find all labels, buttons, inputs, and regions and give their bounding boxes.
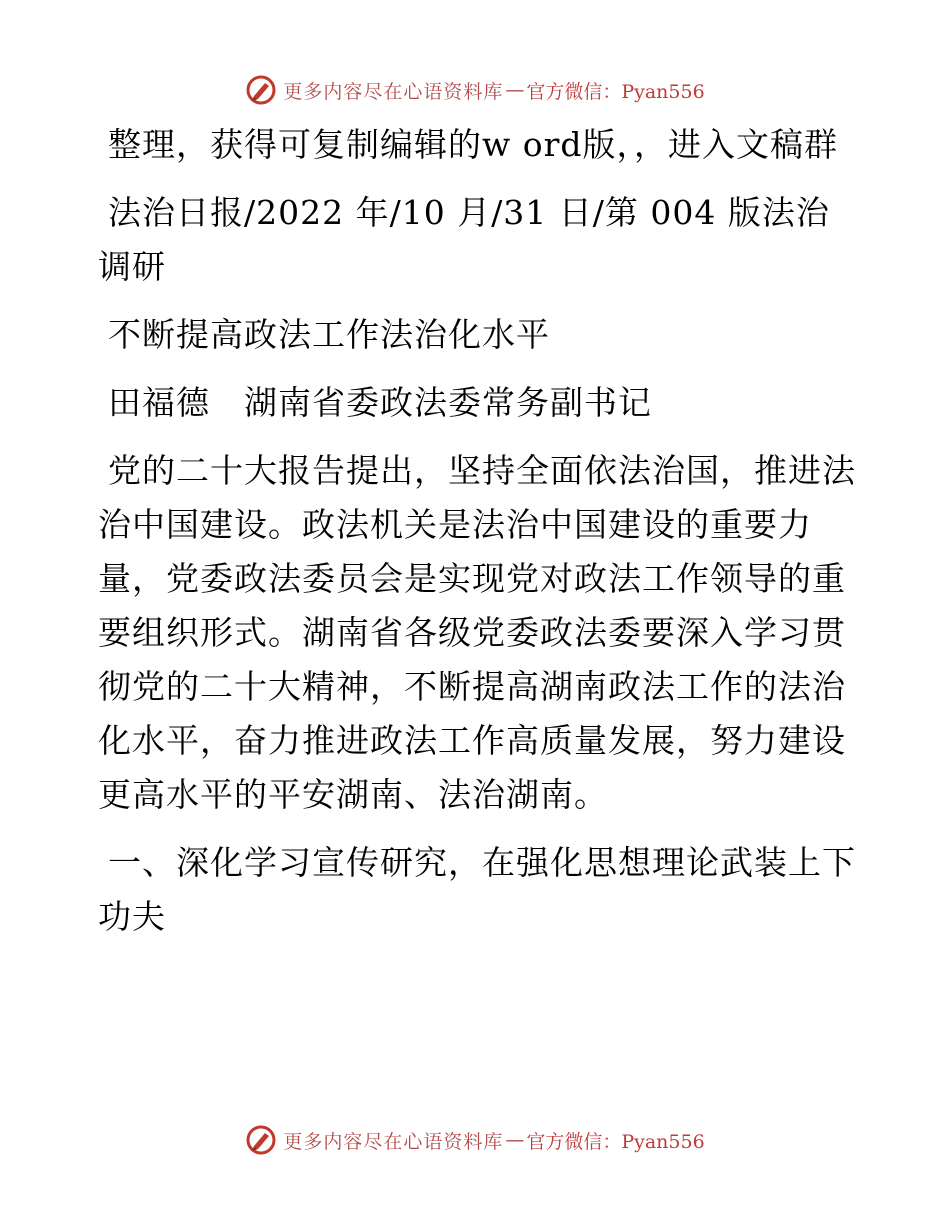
pen-logo-icon xyxy=(245,1124,277,1156)
body-paragraph: 党的二十大报告提出，坚持全面依法治国，推进法治中国建设。政法机关是法治中国建设的重要力量，党委政法委员会是实现党对政法工作领导的重要组织形式。湖南省各级党委政法委要深入学习贯彻党的二十大精神，不断提高湖南政法工作的法治化水平，奋力推进政法工作高质量发展，努力建设更高水平的平安湖南、法治湖南。 xyxy=(98,451,856,814)
banner-wechat: 官方微信：Pyan556 xyxy=(526,1130,705,1153)
document-body xyxy=(98,118,858,958)
footer-banner xyxy=(0,1120,950,1160)
header-banner xyxy=(0,70,950,110)
author-line: 田福德 湖南省委政法委常务副书记 xyxy=(108,383,652,422)
banner-separator: — xyxy=(505,79,525,101)
banner-text: 更多内容尽在心语资料库 xyxy=(283,80,504,103)
banner-wechat: 官方微信：Pyan556 xyxy=(526,80,705,103)
pen-logo-icon xyxy=(245,74,277,106)
article-title: 不断提高政法工作法治化水平 xyxy=(108,315,550,354)
section-heading: 一、深化学习宣传研究，在强化思想理论武装上下功夫 xyxy=(98,843,856,936)
banner-text: 更多内容尽在心语资料库 xyxy=(283,1130,504,1153)
banner-separator: — xyxy=(505,1129,525,1151)
source-line: 法治日报/2022 年/10 月/31 日/第 004 版法治调研 xyxy=(98,193,830,286)
intro-note: 整理，获得可复制编辑的w ord版，，进入文稿群 xyxy=(108,125,839,164)
